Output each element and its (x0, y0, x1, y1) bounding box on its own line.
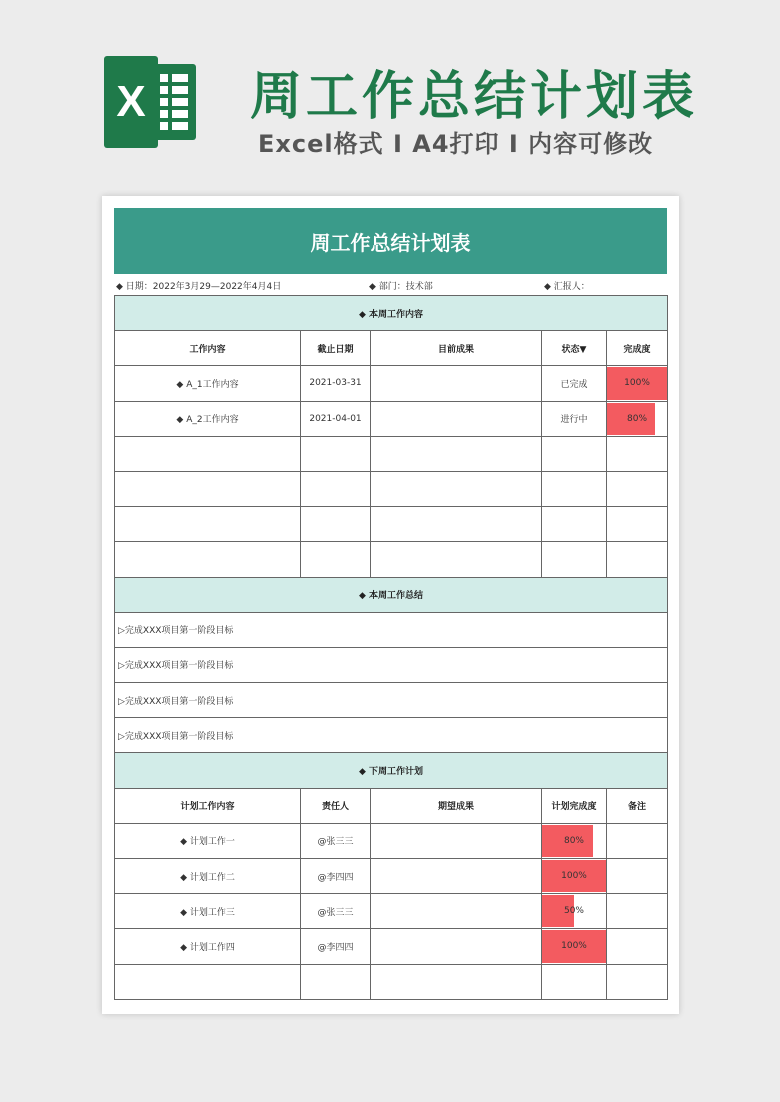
empty-cell[interactable] (301, 507, 371, 542)
empty-cell[interactable] (542, 471, 607, 506)
empty-cell[interactable] (371, 507, 542, 542)
progress-cell[interactable] (542, 823, 607, 858)
empty-cell[interactable] (115, 471, 301, 506)
section-title-next-week: ◆ 下周工作计划 (115, 753, 668, 788)
excel-icon (100, 56, 200, 148)
owner-cell[interactable]: @张三三 (301, 894, 371, 929)
empty-cell[interactable] (542, 542, 607, 577)
empty-cell[interactable] (607, 436, 668, 471)
empty-cell[interactable] (607, 507, 668, 542)
expect-cell[interactable] (371, 894, 542, 929)
table-header-row (115, 331, 668, 366)
banner (0, 0, 780, 190)
summary-row (115, 683, 668, 718)
table-row (115, 823, 668, 858)
empty-cell[interactable] (115, 436, 301, 471)
progress-cell[interactable] (607, 401, 668, 436)
empty-cell[interactable] (542, 507, 607, 542)
empty-cell[interactable] (301, 964, 371, 999)
expect-cell[interactable] (371, 859, 542, 894)
table-header-row (115, 788, 668, 823)
status-cell[interactable]: 进行中 (542, 401, 607, 436)
progress-label: 100% (624, 378, 650, 389)
col-header: 责任人 (301, 788, 371, 823)
col-header: 截止日期 (301, 331, 371, 366)
page-title: 周工作总结计划表 (250, 67, 699, 127)
progress-label: 80% (627, 413, 648, 424)
section-header-row (115, 296, 668, 331)
empty-cell[interactable] (301, 542, 371, 577)
owner-cell[interactable]: @李四四 (301, 929, 371, 964)
col-header: 计划工作内容 (115, 788, 301, 823)
reporter-info: ◆ 汇报人： (544, 282, 590, 292)
note-cell[interactable] (607, 859, 668, 894)
owner-cell[interactable]: @李四四 (301, 859, 371, 894)
summary-item[interactable]: ▷完成XXX项目第一阶段目标 (115, 612, 668, 647)
empty-cell[interactable] (301, 471, 371, 506)
summary-item[interactable]: ▷完成XXX项目第一阶段目标 (115, 718, 668, 753)
table-row (115, 401, 668, 436)
info-row (114, 274, 667, 295)
empty-cell[interactable] (371, 964, 542, 999)
progress-label: 100% (561, 871, 587, 882)
col-header: 期望成果 (371, 788, 542, 823)
summary-row (115, 612, 668, 647)
date-cell[interactable]: 2021-04-01 (301, 401, 371, 436)
plan-cell[interactable]: ◆ 计划工作四 (115, 929, 301, 964)
col-header: 计划完成度 (542, 788, 607, 823)
empty-row (115, 471, 668, 506)
note-cell[interactable] (607, 929, 668, 964)
empty-cell[interactable] (607, 964, 668, 999)
table-row (115, 894, 668, 929)
empty-row (115, 964, 668, 999)
progress-label: 80% (563, 835, 584, 846)
expect-cell[interactable] (371, 929, 542, 964)
progress-cell[interactable] (607, 366, 668, 401)
empty-cell[interactable] (371, 542, 542, 577)
empty-cell[interactable] (115, 542, 301, 577)
note-cell[interactable] (607, 894, 668, 929)
empty-cell[interactable] (371, 471, 542, 506)
col-header: 目前成果 (371, 331, 542, 366)
section-header-row (115, 753, 668, 788)
summary-row (115, 647, 668, 682)
empty-cell[interactable] (542, 436, 607, 471)
section-header-row (115, 577, 668, 612)
weekly-table (114, 295, 668, 1000)
note-cell[interactable] (607, 823, 668, 858)
empty-cell[interactable] (542, 964, 607, 999)
plan-cell[interactable]: ◆ 计划工作三 (115, 894, 301, 929)
page-subtitle: Excel格式 Ι A4打印 Ι 内容可修改 (258, 130, 654, 158)
date-info: ◆ 日期：2022年3月29—2022年4月4日 (116, 282, 282, 292)
section-title-summary: ◆ 本周工作总结 (115, 577, 668, 612)
spreadsheet-page (102, 196, 679, 1014)
col-header: 工作内容 (115, 331, 301, 366)
empty-row (115, 507, 668, 542)
table-row (115, 366, 668, 401)
empty-cell[interactable] (115, 964, 301, 999)
table-row (115, 929, 668, 964)
sheet-title: 周工作总结计划表 (114, 208, 667, 274)
status-cell[interactable]: 已完成 (542, 366, 607, 401)
summary-item[interactable]: ▷完成XXX项目第一阶段目标 (115, 647, 668, 682)
empty-row (115, 542, 668, 577)
department-info: ◆ 部门：技术部 (369, 282, 433, 292)
date-cell[interactable]: 2021-03-31 (301, 366, 371, 401)
plan-cell[interactable]: ◆ 计划工作二 (115, 859, 301, 894)
progress-cell[interactable] (542, 929, 607, 964)
summary-item[interactable]: ▷完成XXX项目第一阶段目标 (115, 683, 668, 718)
owner-cell[interactable]: @张三三 (301, 823, 371, 858)
empty-row (115, 436, 668, 471)
status-filter-header[interactable]: 状态▼ (542, 331, 607, 366)
col-header: 完成度 (607, 331, 668, 366)
empty-cell[interactable] (607, 542, 668, 577)
task-cell[interactable]: ◆ A_1工作内容 (115, 366, 301, 401)
empty-cell[interactable] (371, 436, 542, 471)
progress-cell[interactable] (542, 859, 607, 894)
section-title-this-week: ◆ 本周工作内容 (115, 296, 668, 331)
empty-cell[interactable] (115, 507, 301, 542)
table-row (115, 859, 668, 894)
task-cell[interactable]: ◆ A_2工作内容 (115, 401, 301, 436)
expect-cell[interactable] (371, 823, 542, 858)
progress-cell[interactable] (542, 894, 607, 929)
summary-row (115, 718, 668, 753)
progress-label: 100% (561, 941, 587, 952)
empty-cell[interactable] (301, 436, 371, 471)
plan-cell[interactable]: ◆ 计划工作一 (115, 823, 301, 858)
result-cell[interactable] (371, 401, 542, 436)
result-cell[interactable] (371, 366, 542, 401)
logo-letter: X (116, 77, 146, 126)
empty-cell[interactable] (607, 471, 668, 506)
col-header: 备注 (607, 788, 668, 823)
progress-label: 50% (563, 906, 584, 917)
